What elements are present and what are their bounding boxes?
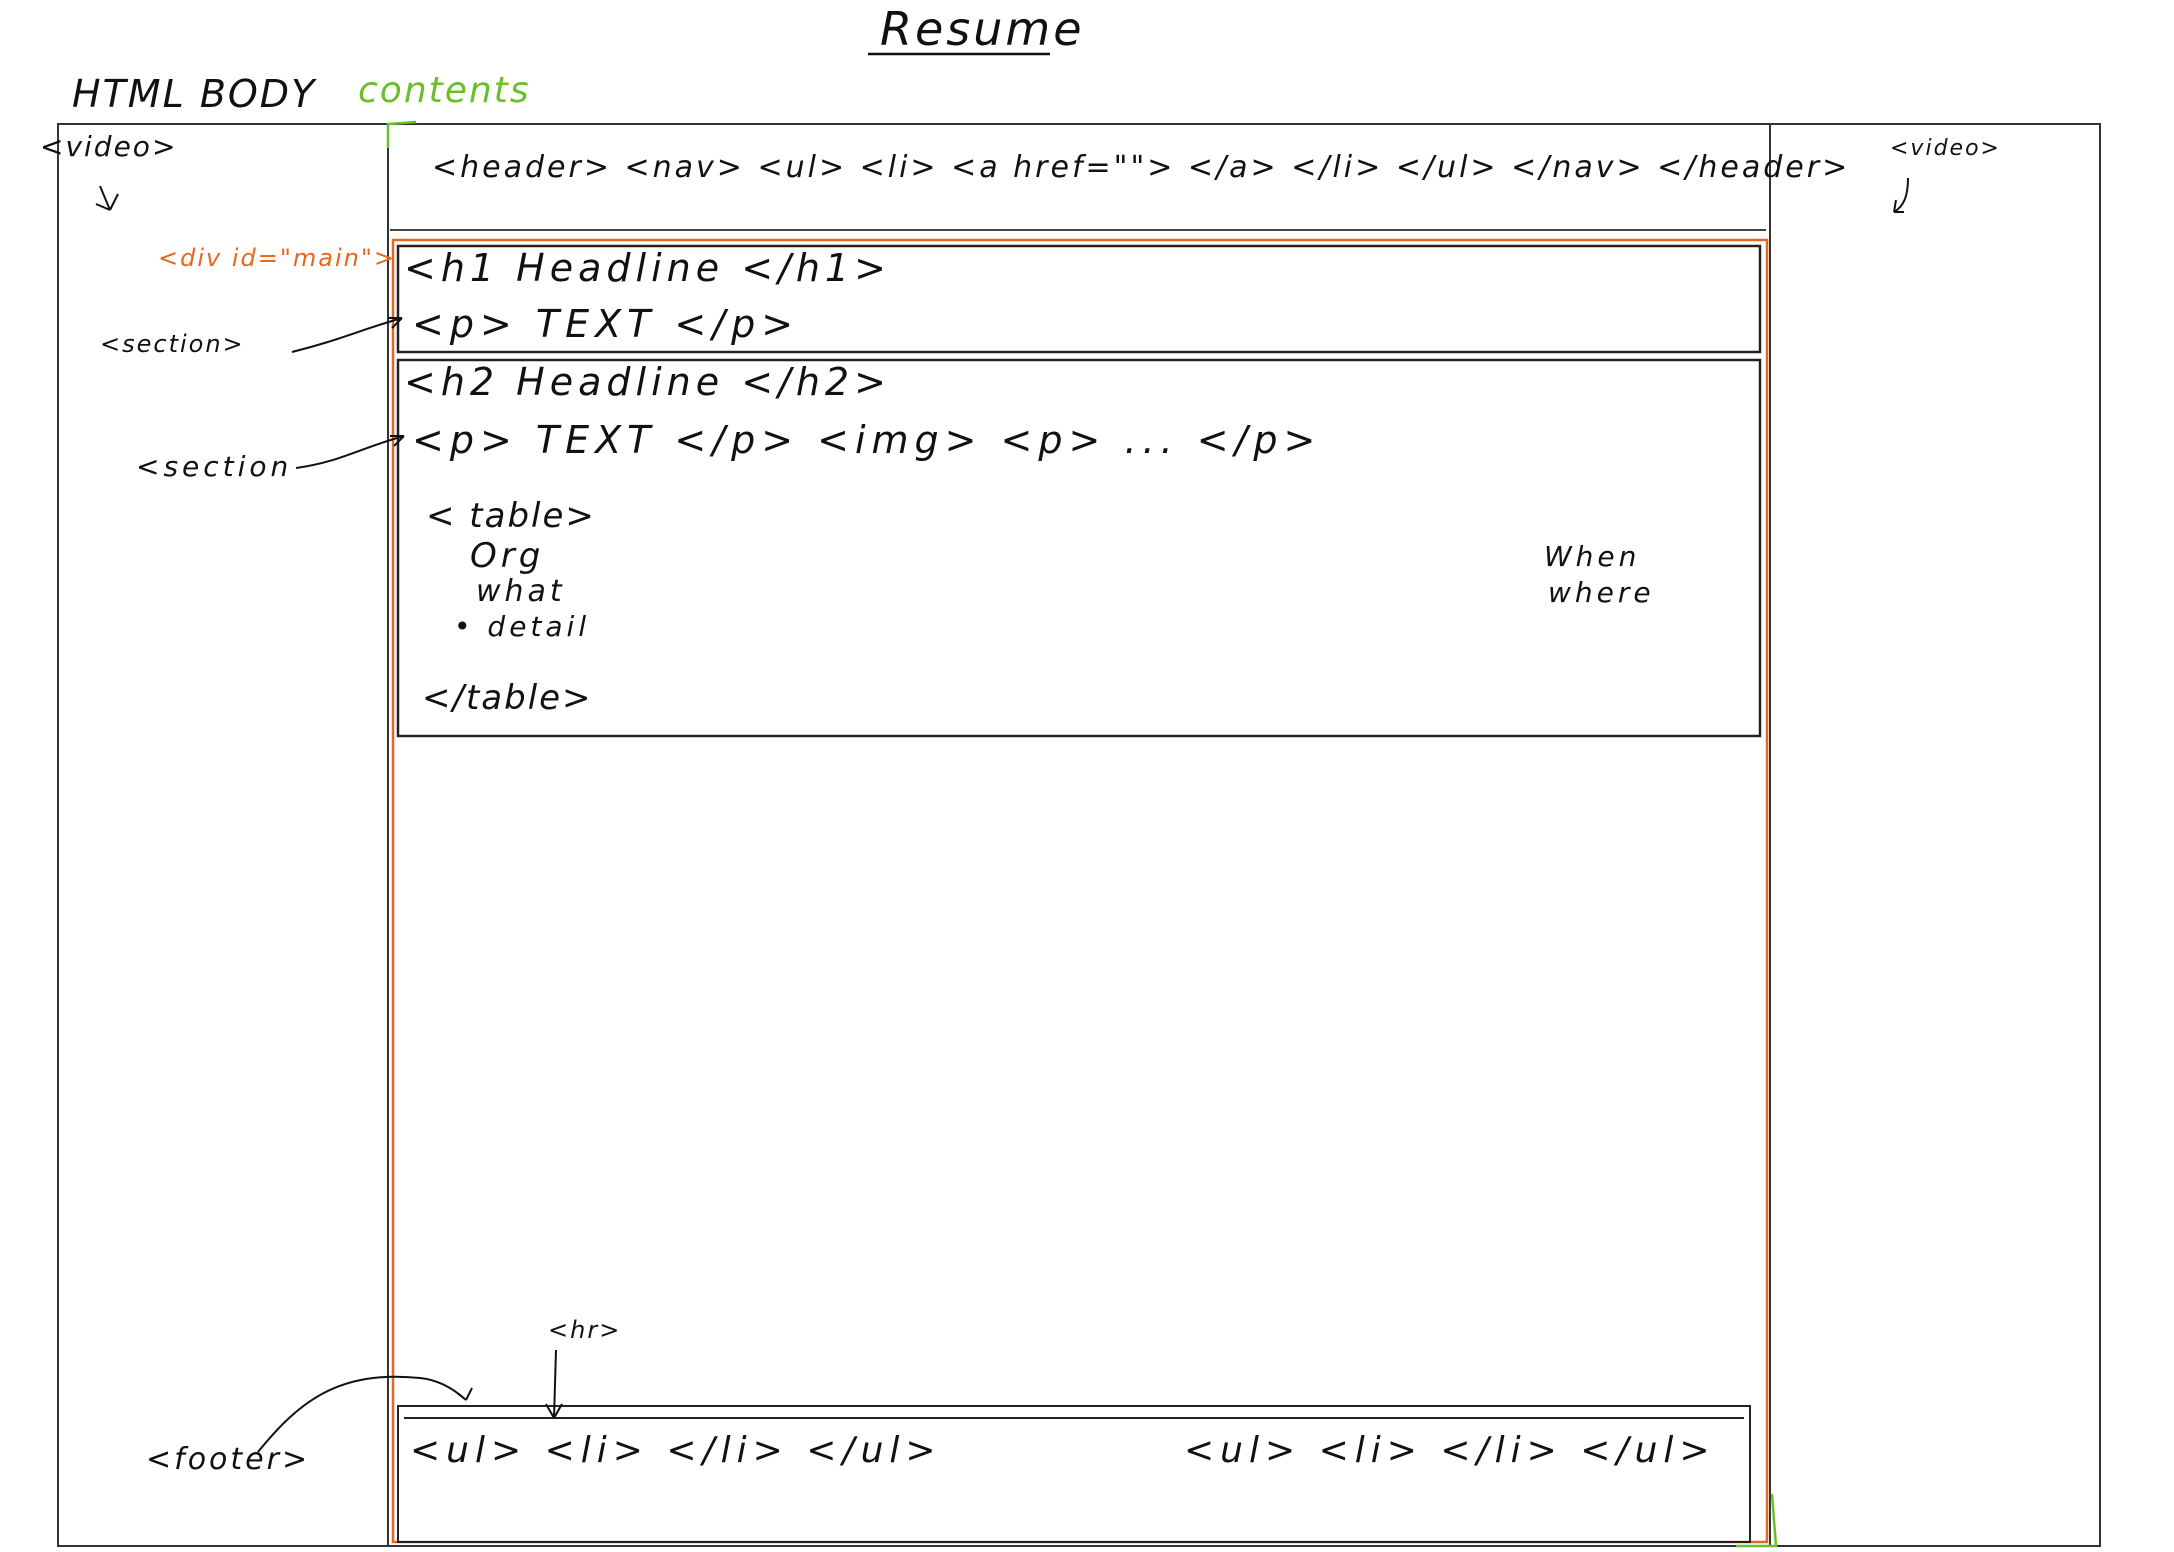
- section2-label: <section: [136, 450, 293, 483]
- div-main-label: <div id="main">: [158, 244, 397, 272]
- html-body-label: HTML BODY: [72, 72, 317, 116]
- contents-label: contents: [358, 70, 531, 111]
- contents-bracket-top: [388, 122, 416, 148]
- section1-h1: <h1 Headline </h1>: [404, 246, 891, 290]
- table-row-detail: • detail: [454, 610, 591, 643]
- table-row-org: Org: [470, 536, 545, 576]
- footer-left-list: <ul> <li> </li> </ul>: [410, 1430, 942, 1471]
- hr-label: <hr>: [548, 1316, 622, 1344]
- section2-h2: <h2 Headline </h2>: [404, 360, 891, 404]
- header-markup: <header> <nav> <ul> <li> <a href=""> </a> </li> </ul> </nav> </header>: [432, 150, 1851, 185]
- video-right-arrow: [1894, 178, 1908, 212]
- video-right-label: <video>: [1890, 136, 2001, 161]
- section1-arrow: [292, 318, 402, 352]
- footer-right-list: <ul> <li> </li> </ul>: [1184, 1430, 1716, 1471]
- footer: [398, 1406, 1750, 1542]
- section1-label: <section>: [100, 330, 245, 358]
- section2: [398, 360, 1760, 736]
- section1-p: <p> TEXT </p>: [412, 302, 800, 346]
- page-title: Resume: [880, 2, 1085, 56]
- table-close-tag: </table>: [422, 678, 593, 718]
- section2-p: <p> TEXT </p> <img> <p> ... </p>: [412, 418, 1322, 462]
- table-row-what: what: [476, 574, 566, 609]
- note-where: where: [1548, 576, 1655, 609]
- section1: [398, 246, 1760, 352]
- footer-label: <footer>: [146, 1442, 311, 1477]
- video-left-arrow: [96, 186, 118, 210]
- video-left-label: <video>: [40, 130, 178, 163]
- table-open-tag: < table>: [426, 496, 596, 536]
- note-when: When: [1544, 540, 1641, 573]
